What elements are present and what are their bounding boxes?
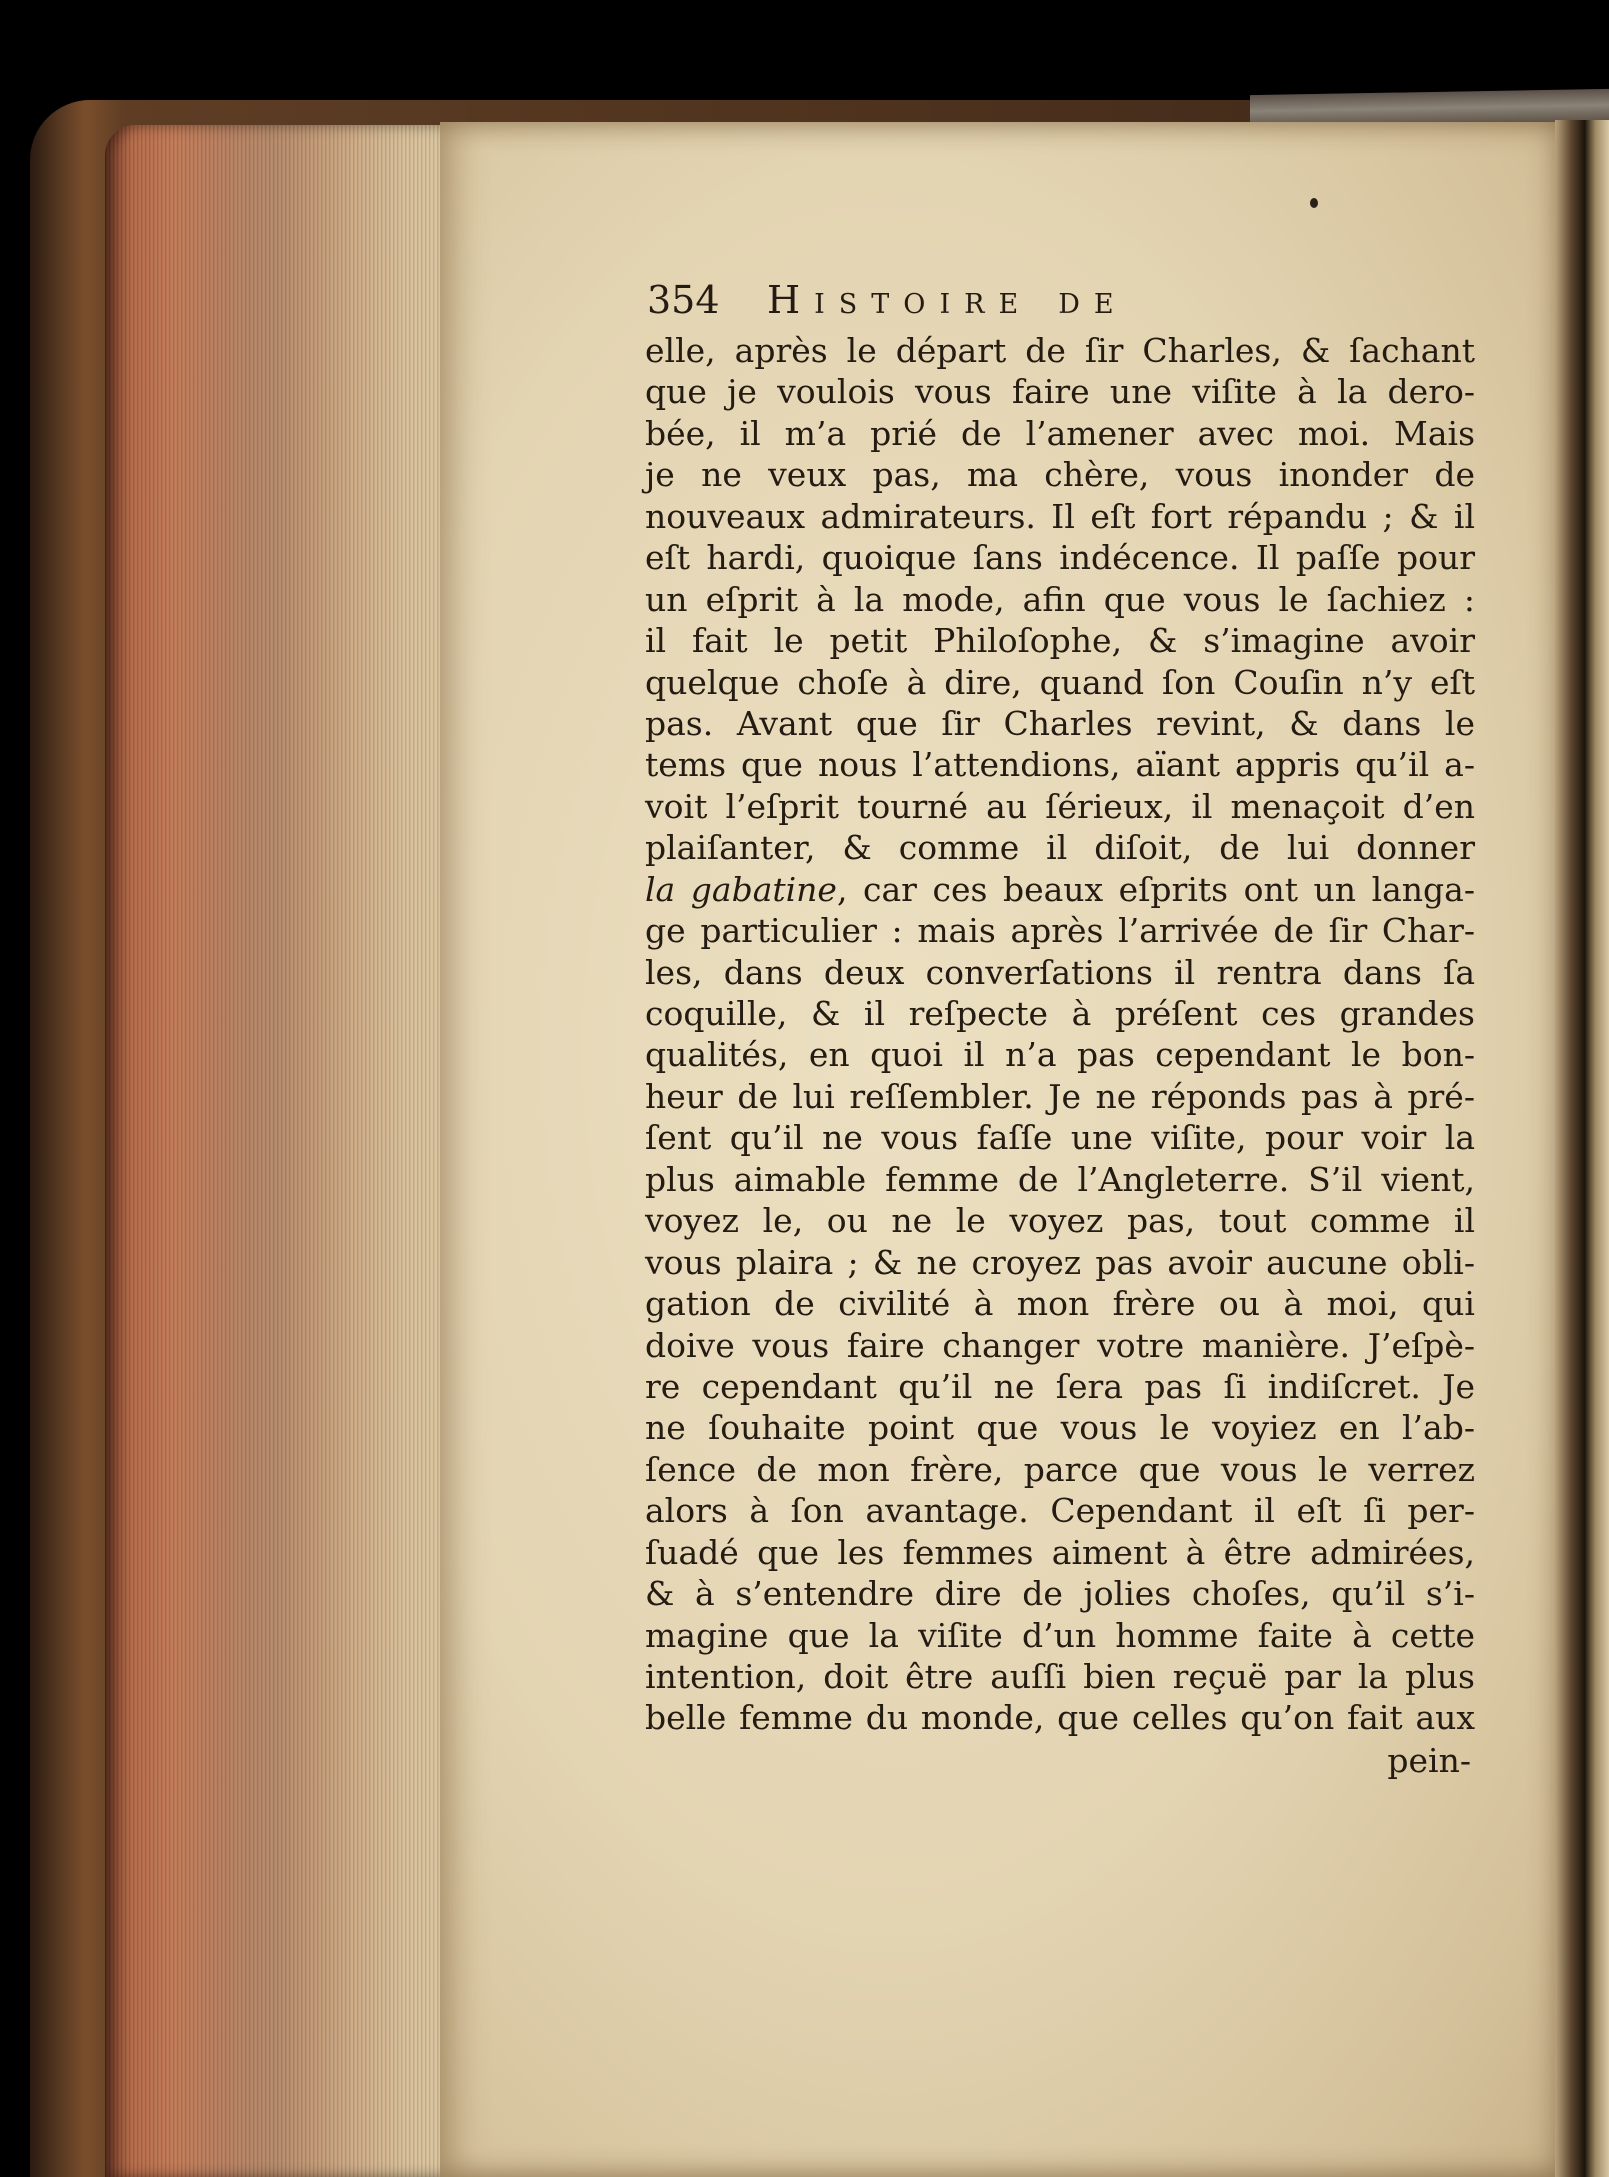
text-line [645,869,1475,910]
text-line [645,1697,1475,1738]
line-text: vous plaira ; & ne croyez pas avoir aucune obli- [645,1242,1475,1282]
text-line [645,620,1475,661]
line-text: je ne veux pas, ma chère, vous inonder de [645,455,1475,495]
text-line [645,1407,1475,1448]
ink-speck [1310,198,1318,208]
line-text: voit l’eſprit tourné au ſérieux, il menaçoit d’en [645,786,1475,826]
line-text: tems que nous l’attendions, aïant appris qu’il a- [645,745,1475,785]
line-text: belle femme du monde, que celles qu’on fait aux [645,1698,1475,1738]
line-text: un eſprit à la mode, afin que vous le ſachiez : [645,579,1475,619]
line-text: qualités, en quoi il n’a pas cependant le bon- [645,1035,1475,1075]
line-text: bée, il m’a prié de l’amener avec moi. Mais [645,413,1475,453]
text-line [645,827,1475,868]
text-line [645,1076,1475,1117]
text-line [645,910,1475,951]
text-line [645,1532,1475,1573]
text-line [645,1366,1475,1407]
line-text: gation de civilité à mon frère ou à moi, qui [645,1284,1475,1324]
page-number: 354 [647,278,720,322]
line-text: que je voulois vous faire une viſite à la dero- [645,372,1475,412]
page-fore-edge [105,125,445,2177]
line-text: doive vous faire changer votre manière. J’eſpè- [645,1325,1475,1365]
text-line [645,1325,1475,1366]
line-text: ſuadé que les femmes aiment à être admirées, [645,1532,1475,1572]
line-text: elle, après le départ de ſir Charles, & ſachant [645,331,1475,370]
text-line [645,454,1475,495]
text-line [645,744,1475,785]
line-text: alors à ſon avantage. Cependant il eſt ſi per- [645,1491,1475,1531]
running-head-title: Histoire de [767,278,1128,322]
text-line [645,1117,1475,1158]
text-line [645,952,1475,993]
line-text: les, dans deux converſations il rentra dans ſa [645,952,1475,992]
text-line [645,330,1475,371]
line-text: ge particulier : mais après l’arrivée de ſir Char- [645,911,1475,951]
line-text: ſence de mon frère, parce que vous le verrez [645,1449,1475,1489]
line-text: heur de lui reſſembler. Je ne réponds pas à pré- [645,1076,1475,1116]
line-text-continued: , car ces beaux eſprits ont un langa- [836,869,1475,909]
text-line [645,413,1475,454]
line-text: ſent qu’il ne vous faſſe une viſite, pour voir la [645,1118,1475,1158]
line-text: coquille, & il reſpecte à préſent ces grandes [645,994,1475,1033]
line-text: ne ſouhaite point que vous le voyiez en l’ab- [645,1408,1475,1448]
text-line [645,1283,1475,1324]
line-text: il fait le petit Philoſophe, & s’imagine avoir [645,621,1475,661]
line-text: plaiſanter, & comme il diſoit, de lui donner [645,828,1475,868]
text-line [645,1490,1475,1531]
line-text: voyez le, ou ne le voyez pas, tout comme il [645,1201,1475,1241]
catchword: pein- [1387,1740,1471,1780]
line-text: nouveaux admirateurs. Il eſt fort répandu ; & il [645,496,1475,536]
text-line [645,1200,1475,1241]
line-text: quelque choſe à dire, quand ſon Couſin n’y eſt [645,662,1475,702]
text-line [645,1573,1475,1614]
italic-phrase: la gabatine [645,869,837,909]
line-text: magine que la viſite d’un homme faite à cette [645,1615,1475,1655]
line-text: re cependant qu’il ne ſera pas ſi indiſcret. Je [645,1366,1475,1406]
text-line [645,1159,1475,1200]
page-text-block [645,278,1475,1783]
text-line [645,786,1475,827]
text-line [645,703,1475,744]
text-line [645,993,1475,1034]
text-line [645,1242,1475,1283]
line-text: & à s’entendre dire de jolies choſes, qu’il s’i- [645,1574,1475,1614]
text-line [645,1034,1475,1075]
page-gutter [1555,120,1609,2177]
text-line [645,371,1475,412]
line-text: eſt hardi, quoique ſans indécence. Il paſſe pour [645,538,1475,578]
running-head [647,278,1475,330]
text-line [645,537,1475,578]
text-line [645,1615,1475,1656]
line-text: intention, doit être auſſi bien reçuë par la plus [645,1657,1475,1696]
text-line [645,496,1475,537]
text-line [645,1656,1475,1697]
text-line [645,579,1475,620]
text-line [645,662,1475,703]
line-text: plus aimable femme de l’Angleterre. S’il vient, [645,1159,1475,1199]
body-text [645,330,1475,1739]
line-text: pas. Avant que ſir Charles revint, & dans le [645,703,1475,743]
text-line [645,1449,1475,1490]
